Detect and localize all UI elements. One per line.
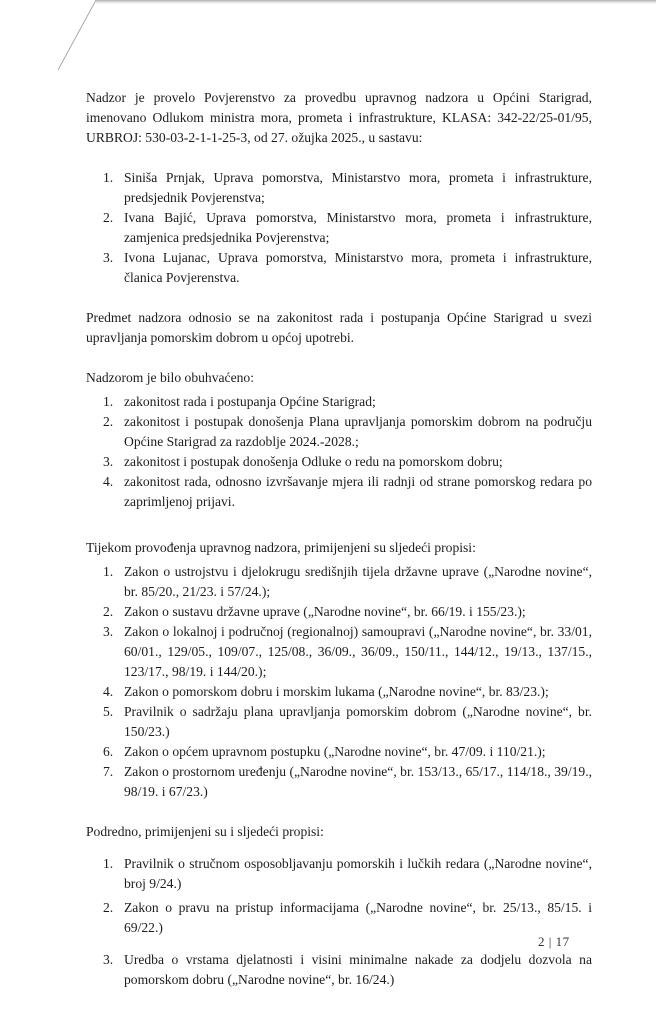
list-item — [91, 472, 592, 512]
list-number: 3. — [103, 250, 114, 265]
list-number: 2. — [103, 604, 114, 619]
intro-paragraph: Nadzor je provelo Povjerenstvo za provedbu upravnog nadzora u Općini Starigrad, imenovano Odlukom ministra mora, prometa i infrastrukture, KLASA: 342-22/25-01/95, URBROJ: 530-03-2-1-1-25-3, od 27. ožujka 2025., u sastavu: — [86, 90, 592, 145]
list-item — [91, 208, 592, 248]
list-item — [91, 248, 592, 288]
list-text: zakonitost rada, odnosno izvršavanje mjera ili radnji od strane pomorskog redara po zaprimljenoj prijavi. — [124, 474, 592, 509]
list-text: zakonitost rada i postupanja Općine Starigrad; — [124, 394, 376, 409]
list-number: 3. — [103, 454, 114, 469]
document-page — [86, 88, 592, 1010]
subject-paragraph: Predmet nadzora odnosio se na zakonitost rada i postupanja Općine Starigrad u svezi upravljanja pomorskim dobrom u općoj upotrebi. — [86, 310, 592, 345]
list-number: 2. — [103, 900, 114, 915]
list-number: 4. — [103, 684, 114, 699]
list-text: Zakon o pomorskom dobru i morskim lukama („Narodne novine“, br. 83/23.); — [124, 684, 549, 699]
list-item — [91, 168, 592, 208]
list-item — [91, 412, 592, 452]
list-text: Zakon o prostornom uređenju („Narodne novine“, br. 153/13., 65/17., 114/18., 39/19., 98/19. i 67/23.) — [124, 764, 592, 799]
list-item — [91, 602, 592, 622]
list-number: 3. — [103, 624, 114, 639]
list-item — [91, 898, 592, 938]
scope-heading: Nadzorom je bilo obuhvaćeno: — [86, 370, 254, 385]
list-text: zakonitost i postupak donošenja Odluke o redu na pomorskom dobru; — [124, 454, 503, 469]
list-text: Siniša Prnjak, Uprava pomorstva, Ministarstvo mora, prometa i infrastrukture, predsjednik Povjerenstva; — [124, 170, 592, 205]
list-number: 1. — [103, 856, 114, 871]
list-number: 4. — [103, 474, 114, 489]
list-number: 1. — [103, 170, 114, 185]
list-number: 7. — [103, 764, 114, 779]
list-item — [91, 682, 592, 702]
regulations-heading: Tijekom provođenja upravnog nadzora, primijenjeni su sljedeći propisi: — [86, 540, 476, 555]
list-item — [91, 950, 592, 990]
list-text: zakonitost i postupak donošenja Plana upravljanja pomorskim dobrom na području Općine Starigrad za razdoblje 2024.-2028.; — [124, 414, 592, 449]
list-number: 2. — [103, 210, 114, 225]
list-number: 3. — [103, 952, 114, 967]
page-number: 2 | 17 — [538, 934, 570, 949]
list-text: Pravilnik o sadržaju plana upravljanja pomorskim dobrom („Narodne novine“, br. 150/23.) — [124, 704, 592, 739]
list-item — [91, 854, 592, 894]
list-text: Ivana Bajić, Uprava pomorstva, Ministarstvo mora, prometa i infrastrukture, zamjenica predsjednika Povjerenstva; — [124, 210, 592, 245]
list-item — [91, 452, 592, 472]
list-text: Pravilnik o stručnom osposobljavanju pomorskih i lučkih redara („Narodne novine“, broj 9/24.) — [124, 856, 592, 891]
list-text: Zakon o ustrojstvu i djelokrugu središnjih tijela državne uprave („Narodne novine“, br. 85/20., 21/23. i 57/24.); — [124, 564, 592, 599]
scope-list — [86, 392, 592, 512]
regulations-list — [86, 562, 592, 802]
list-number: 1. — [103, 564, 114, 579]
list-number: 6. — [103, 744, 114, 759]
list-text: Zakon o lokalnoj i područnoj (regionalnoj) samoupravi („Narodne novine“, br. 33/01, 60/01., 129/05., 109/07., 125/08., 36/09., 36/09., 150/11., 144/12., 19/13., 137/15., 123/17., 98/19. i 144/20.); — [124, 624, 592, 679]
list-text: Zakon o općem upravnom postupku („Narodne novine“, br. 47/09. i 110/21.); — [124, 744, 546, 759]
list-item — [91, 392, 592, 412]
list-number: 2. — [103, 414, 114, 429]
list-number: 1. — [103, 394, 114, 409]
list-text: Zakon o sustavu državne uprave („Narodne novine“, br. 66/19. i 155/23.); — [124, 604, 526, 619]
list-item — [91, 742, 592, 762]
list-item — [91, 762, 592, 802]
list-number: 5. — [103, 704, 114, 719]
list-text: Zakon o pravu na pristup informacijama („Narodne novine“, br. 25/13., 85/15. i 69/22.) — [124, 900, 592, 935]
list-text: Ivona Lujanac, Uprava pomorstva, Ministarstvo mora, prometa i infrastrukture, članica Povjerenstva. — [124, 250, 592, 285]
list-item — [91, 702, 592, 742]
commission-members-list — [86, 168, 592, 288]
list-text: Uredba o vrstama djelatnosti i visini minimalne nakade za dodjelu dozvola na pomorskom dobru („Narodne novine“, br. 16/24.) — [124, 952, 592, 987]
list-item — [91, 622, 592, 682]
subsidiary-regulations-list — [86, 854, 592, 990]
list-item — [91, 562, 592, 602]
subsidiary-heading: Podredno, primijenjeni su i sljedeći propisi: — [86, 824, 324, 839]
